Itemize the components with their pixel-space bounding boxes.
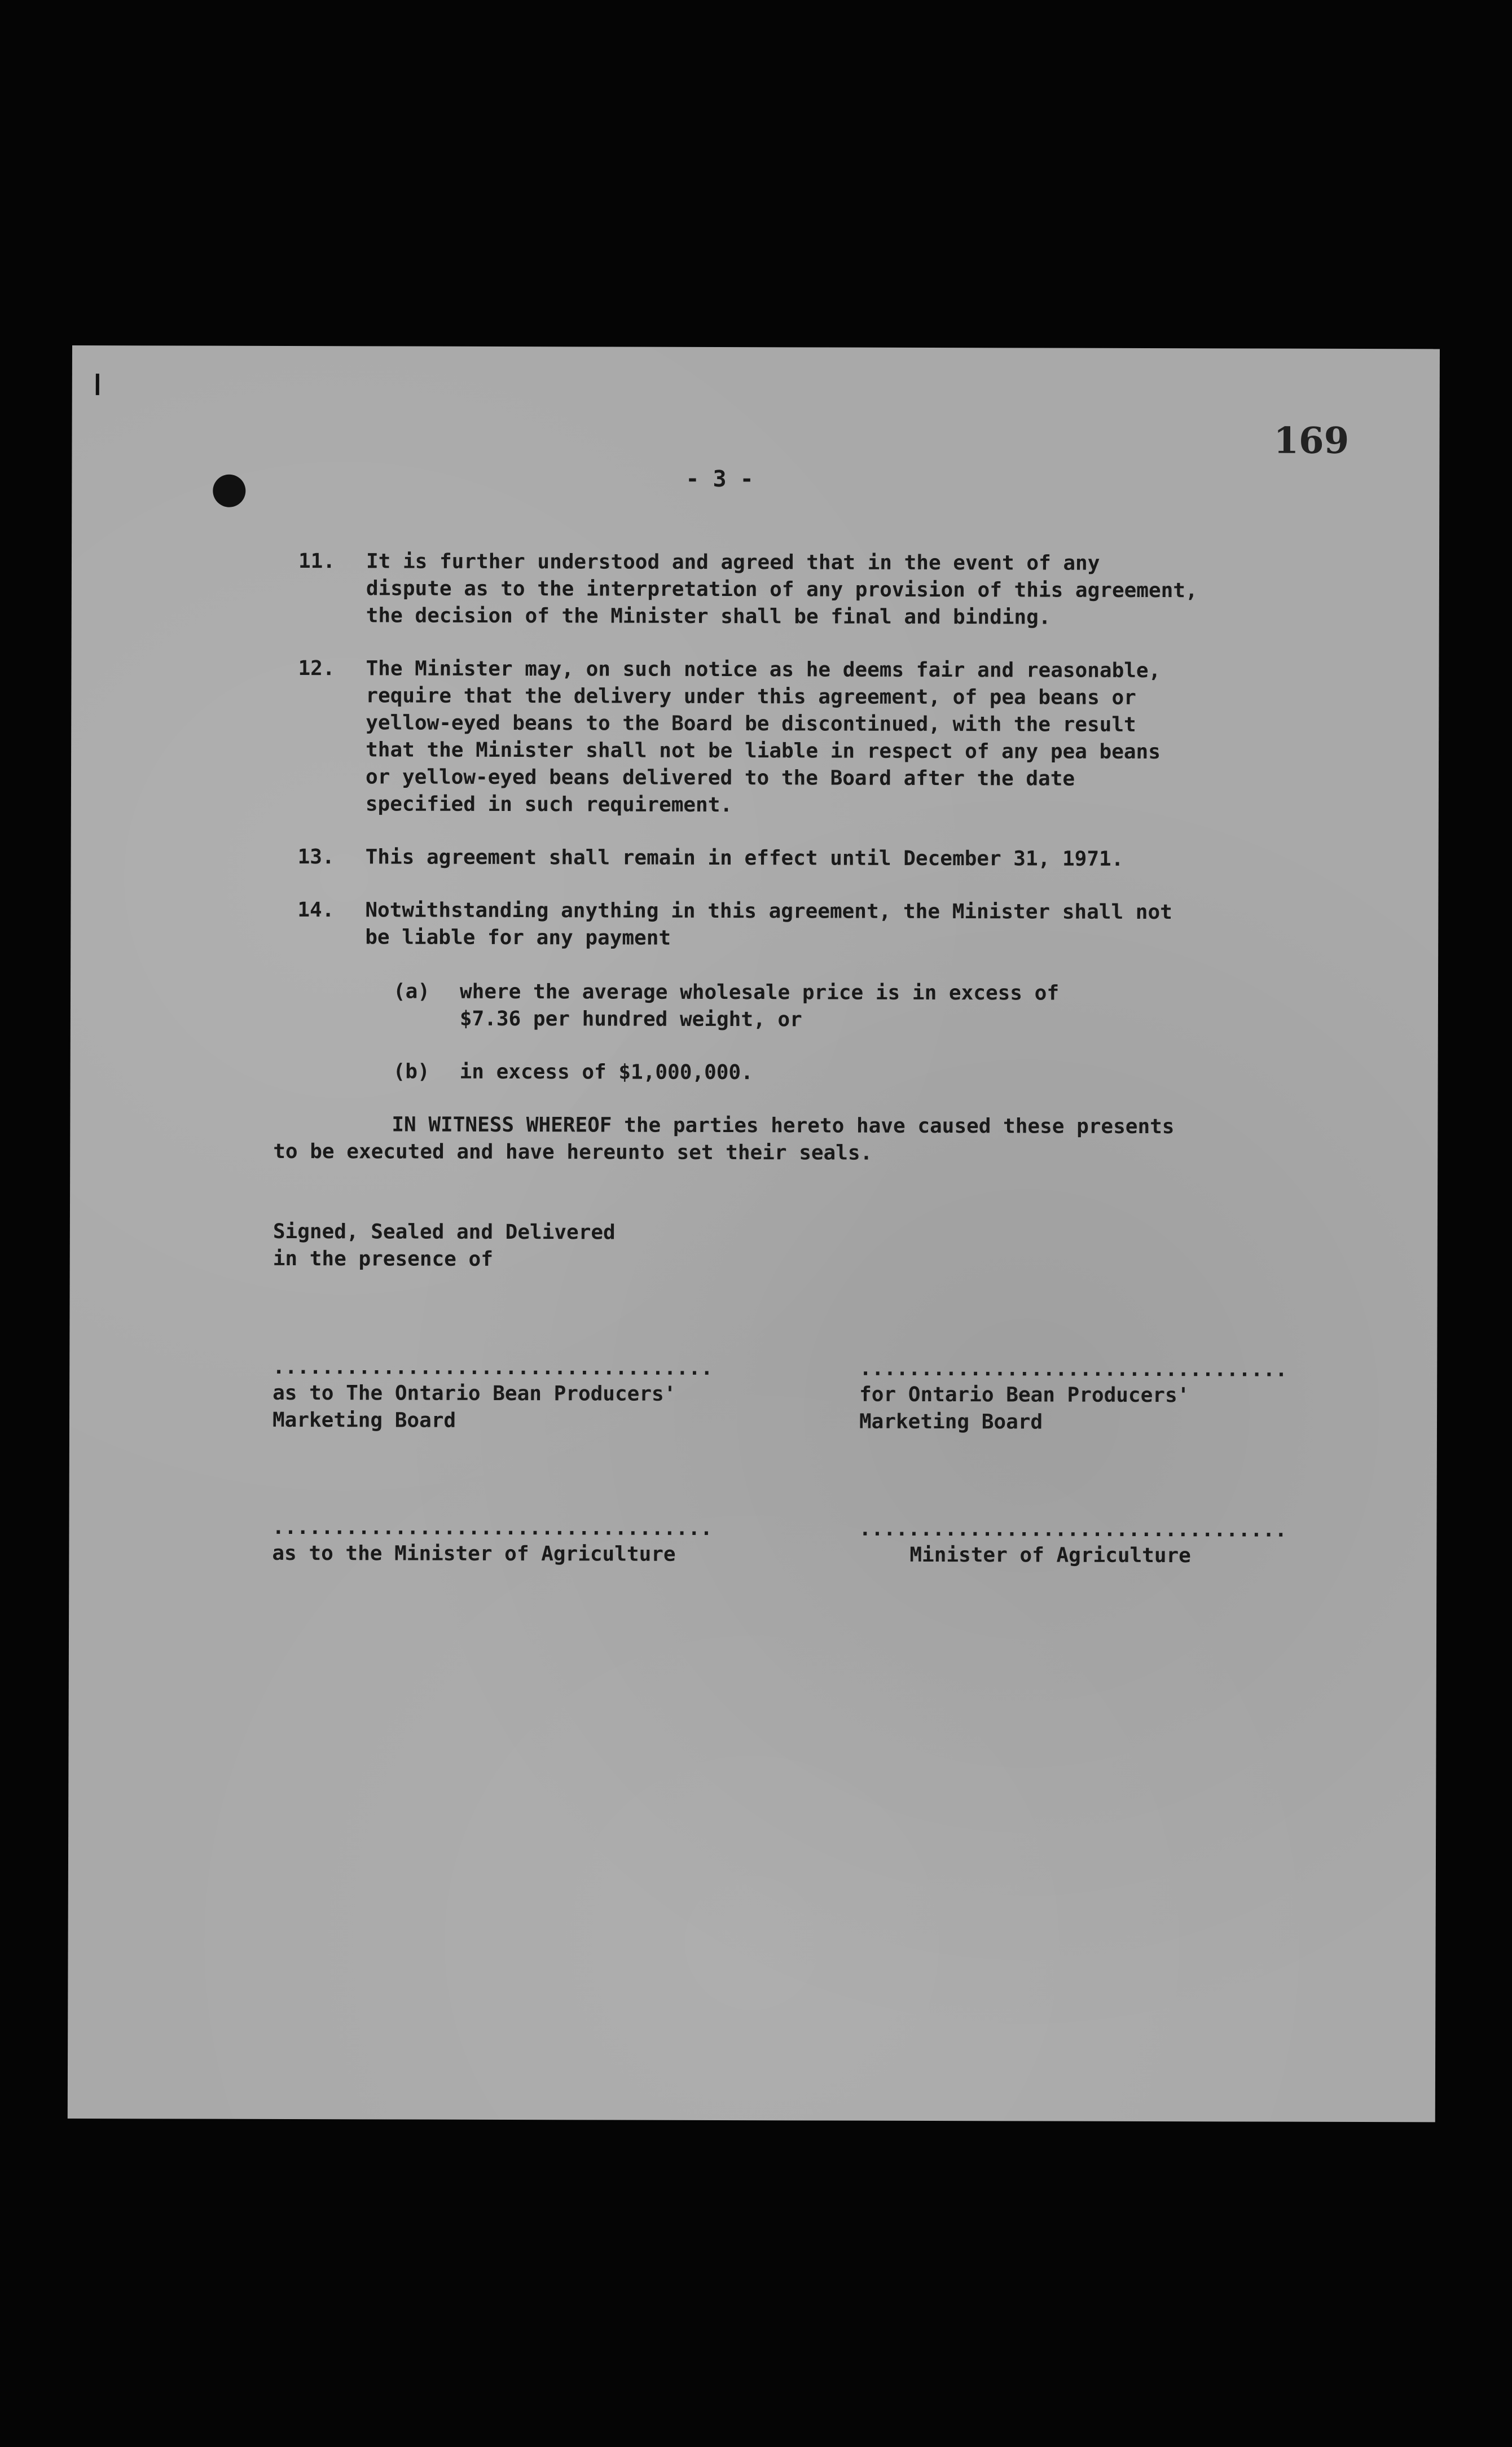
subclause-line: in excess of $1,000,000. xyxy=(459,1060,753,1085)
subclause-label: (b) xyxy=(393,1060,430,1084)
document-page xyxy=(68,345,1440,2122)
witness-caption: as to the Minister of Agriculture xyxy=(272,1541,676,1566)
page-marker: - 3 - xyxy=(685,466,754,493)
signatory-caption: Minister of Agriculture xyxy=(909,1543,1191,1568)
stamp-number: 169 xyxy=(1273,419,1350,462)
subclause-line: where the average wholesale price is in excess of xyxy=(459,980,1060,1005)
signature-dots: ................................... xyxy=(859,1357,1287,1382)
subclause-label: (a) xyxy=(393,980,430,1003)
signatory-caption: for Ontario Bean Producers' xyxy=(859,1383,1190,1407)
clause-number: 12. xyxy=(298,657,335,681)
clause-line: or yellow-eyed beans delivered to the Board after the date xyxy=(365,765,1075,791)
clause-number: 11. xyxy=(298,550,336,573)
clause-number: 14. xyxy=(297,898,335,922)
clause-line: This agreement shall remain in effect until December 31, 1971. xyxy=(365,845,1124,871)
witness-caption: Marketing Board xyxy=(272,1408,456,1432)
witness-line: to be executed and have hereunto set their seals. xyxy=(273,1139,873,1165)
edge-mark-icon xyxy=(96,374,99,395)
clause-line: be liable for any payment xyxy=(365,926,671,950)
clause-line: that the Minister shall not be liable in respect of any pea beans xyxy=(366,738,1161,764)
subclause-line: $7.36 per hundred weight, or xyxy=(459,1007,802,1032)
witness-caption: as to The Ontario Bean Producers' xyxy=(272,1381,676,1406)
clause-line: The Minister may, on such notice as he deems fair and reasonable, xyxy=(366,657,1161,683)
punch-hole-icon xyxy=(213,475,245,507)
signed-line: Signed, Sealed and Delivered xyxy=(272,1220,616,1244)
clause-line: the decision of the Minister shall be final and binding. xyxy=(366,604,1051,629)
signatory-caption: Marketing Board xyxy=(859,1410,1043,1434)
signature-dots: .................................... xyxy=(272,1515,713,1540)
signed-line: in the presence of xyxy=(272,1247,493,1271)
clause-line: Notwithstanding anything in this agreement, the Minister shall not xyxy=(365,898,1172,924)
clause-line: dispute as to the interpretation of any provision of this agreement, xyxy=(366,577,1198,603)
clause-line: It is further understood and agreed that in the event of any xyxy=(366,550,1100,575)
signature-dots: ................................... xyxy=(859,1517,1287,1542)
signature-dots: .................................... xyxy=(272,1355,713,1380)
clause-line: require that the delivery under this agreement, of pea beans or xyxy=(366,684,1136,709)
clause-line: yellow-eyed beans to the Board be discontinued, with the result xyxy=(366,711,1136,736)
clause-number: 13. xyxy=(297,845,335,869)
clause-line: specified in such requirement. xyxy=(365,792,733,817)
witness-line: IN WITNESS WHEREOF the parties hereto have caused these presents xyxy=(392,1113,1175,1139)
